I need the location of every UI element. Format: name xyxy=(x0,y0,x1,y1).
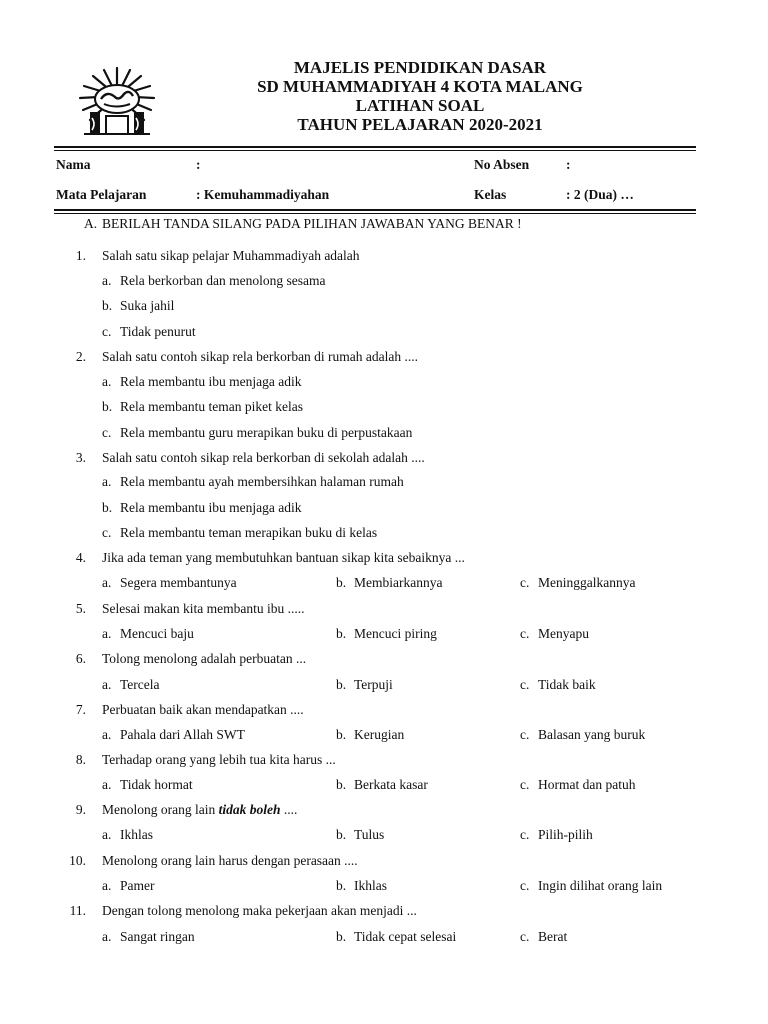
option-11c: c. Berat xyxy=(520,929,568,944)
nama-value: : xyxy=(196,157,201,172)
option-8c: c. Hormat dan patuh xyxy=(520,777,636,792)
option-6c: c. Tidak baik xyxy=(520,677,596,692)
question-text: Menolong orang lain tidak boleh .... xyxy=(102,802,298,817)
option-5a: a. Mencuci baju xyxy=(102,626,194,641)
question-text: Jika ada teman yang membutuhkan bantuan sikap kita sebaiknya ... xyxy=(102,550,465,565)
question-number: 9. xyxy=(75,802,86,817)
absen-label: No Absen xyxy=(474,157,530,172)
question-text: Tolong menolong adalah perbuatan ... xyxy=(102,651,307,666)
option-3a: a. Rela membantu ayah membersihkan halaman rumah xyxy=(102,474,404,489)
option-4b: b. Membiarkannya xyxy=(336,575,443,590)
option-3b: b. Rela membantu ibu menjaga adik xyxy=(102,500,302,515)
option-6a: a. Tercela xyxy=(102,677,160,692)
info-divider-thin xyxy=(54,213,696,214)
option-9a: a. Ikhlas xyxy=(102,827,153,842)
option-9b: b. Tulus xyxy=(336,827,385,842)
option-4a: a. Segera membantunya xyxy=(102,575,237,590)
kelas-value: : 2 (Dua) … xyxy=(566,187,634,202)
question-number: 2. xyxy=(75,349,86,364)
option-11b: b. Tidak cepat selesai xyxy=(336,929,457,944)
question-number: 6. xyxy=(75,651,86,666)
mapel-label: Mata Pelajaran xyxy=(56,187,147,202)
header-divider-thin xyxy=(54,150,696,151)
header-line-institution: MAJELIS PENDIDIKAN DASAR xyxy=(293,58,547,77)
info-divider xyxy=(54,209,696,211)
emphasis-text: tidak boleh xyxy=(218,802,281,817)
option-10b: b. Ikhlas xyxy=(336,878,387,893)
option-10c: c. Ingin dilihat orang lain xyxy=(520,878,663,893)
question-number: 10. xyxy=(69,853,86,868)
absen-value: : xyxy=(566,157,571,172)
option-4c: c. Meninggalkannya xyxy=(520,575,636,590)
option-8a: a. Tidak hormat xyxy=(102,777,193,792)
option-2a: a. Rela membantu ibu menjaga adik xyxy=(102,374,302,389)
option-5c: c. Menyapu xyxy=(520,626,589,641)
question-number: 7. xyxy=(75,702,86,717)
option-3c: c. Rela membantu teman merapikan buku di kelas xyxy=(102,525,378,540)
kelas-label: Kelas xyxy=(474,187,507,202)
question-number: 3. xyxy=(75,450,86,465)
option-7c: c. Balasan yang buruk xyxy=(520,727,646,742)
header-line-school: SD MUHAMMADIYAH 4 KOTA MALANG xyxy=(257,77,583,96)
question-text: Terhadap orang yang lebih tua kita harus ... xyxy=(102,752,336,767)
header-line-year: TAHUN PELAJARAN 2020-2021 xyxy=(297,115,543,134)
option-8b: b. Berkata kasar xyxy=(336,777,428,792)
question-number: 4. xyxy=(75,550,86,565)
section-title xyxy=(84,216,522,232)
option-9c: c. Pilih-pilih xyxy=(520,827,593,842)
question-text: Menolong orang lain harus dengan perasaan .... xyxy=(102,853,358,868)
option-2c: c. Rela membantu guru merapikan buku di perpustakaan xyxy=(102,425,413,440)
document-header xyxy=(140,58,700,134)
question-text: Salah satu contoh sikap rela berkorban di sekolah adalah .... xyxy=(102,450,425,465)
option-1c: c. Tidak penurut xyxy=(102,324,196,339)
mapel-value: : Kemuhammadiyahan xyxy=(196,187,330,202)
section-instruction: BERILAH TANDA SILANG PADA PILIHAN JAWABAN YANG BENAR ! xyxy=(102,216,522,231)
question-number: 8. xyxy=(75,752,86,767)
question-text: Salah satu sikap pelajar Muhammadiyah adalah xyxy=(102,248,360,263)
header-line-title: LATIHAN SOAL xyxy=(355,96,485,115)
section-letter: A. xyxy=(84,216,98,231)
option-10a: a. Pamer xyxy=(102,878,155,893)
nama-label: Nama xyxy=(56,157,91,172)
option-1b: b. Suka jahil xyxy=(102,298,175,313)
header-divider xyxy=(54,146,696,148)
option-11a: a. Sangat ringan xyxy=(102,929,195,944)
question-text: Selesai makan kita membantu ibu ..... xyxy=(102,601,305,616)
question-number: 5. xyxy=(75,601,86,616)
option-6b: b. Terpuji xyxy=(336,677,393,692)
option-7a: a. Pahala dari Allah SWT xyxy=(102,727,245,742)
question-number: 1. xyxy=(75,248,86,263)
option-7b: b. Kerugian xyxy=(336,727,405,742)
option-1a: a. Rela berkorban dan menolong sesama xyxy=(102,273,326,288)
question-text: Perbuatan baik akan mendapatkan .... xyxy=(102,702,304,717)
question-number: 11. xyxy=(69,903,86,918)
question-text: Salah satu contoh sikap rela berkorban di rumah adalah .... xyxy=(102,349,419,364)
option-2b: b. Rela membantu teman piket kelas xyxy=(102,399,303,414)
question-text: Dengan tolong menolong maka pekerjaan akan menjadi ... xyxy=(102,903,417,918)
option-5b: b. Mencuci piring xyxy=(336,626,437,641)
